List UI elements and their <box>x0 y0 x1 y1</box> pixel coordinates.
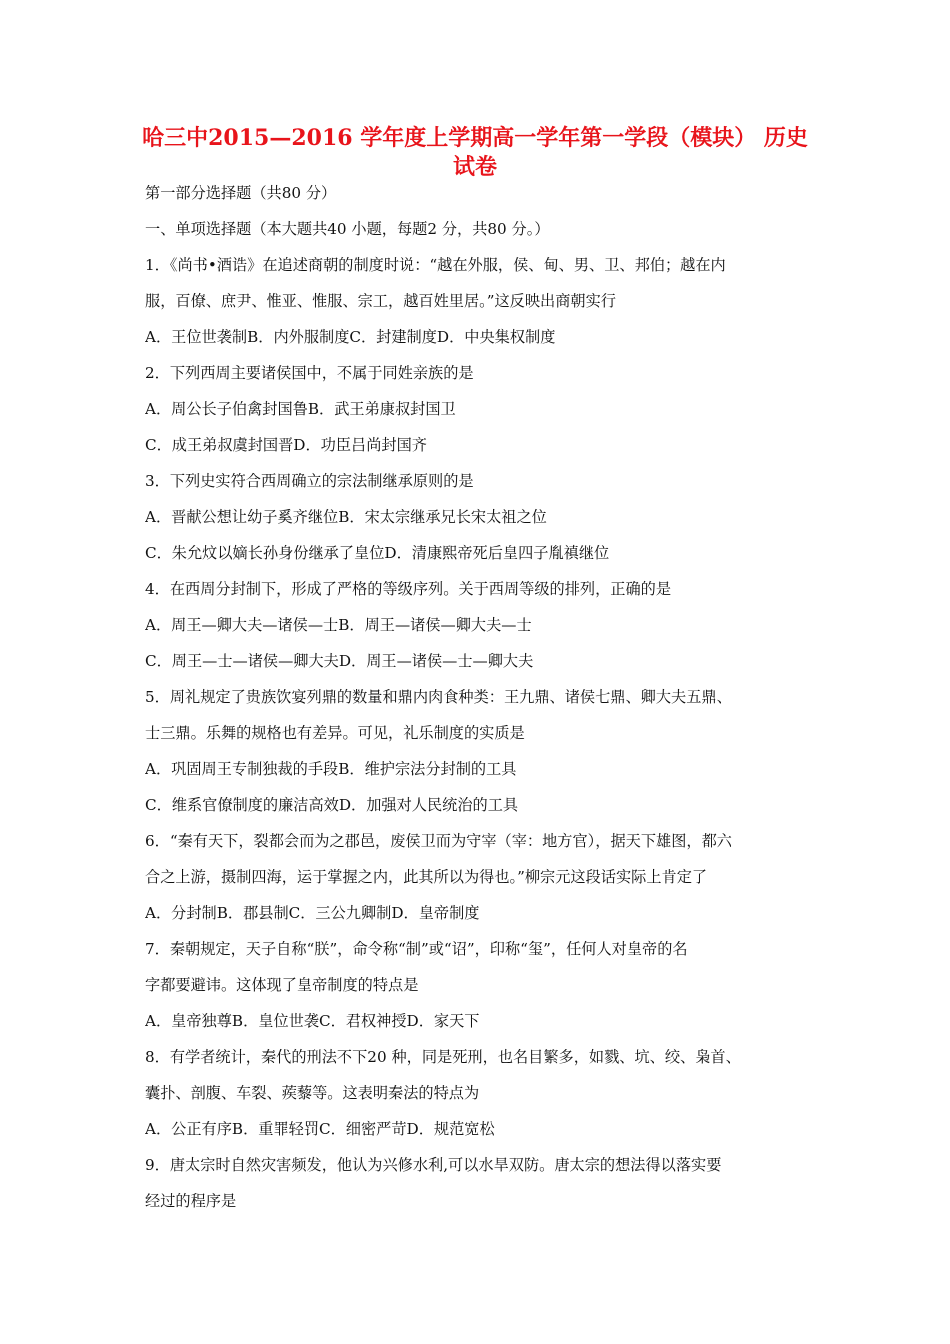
question-2-options-cd: C．成王弟叔虞封国晋D．功臣吕尚封国齐 <box>145 436 427 454</box>
question-6-stem-cont: 合之上游，摄制四海，运于掌握之内，此其所以为得也。”柳宗元这段话实际上肯定了 <box>145 868 708 886</box>
question-8-options: A．公正有序B．重罪轻罚C．细密严苛D．规范宽松 <box>145 1120 495 1138</box>
question-9-stem-cont: 经过的程序是 <box>145 1192 237 1210</box>
question-3-options-ab: A．晋献公想让幼子奚齐继位B．宋太宗继承兄长宋太祖之位 <box>145 508 547 526</box>
question-6-options: A．分封制B．郡县制C．三公九卿制D．皇帝制度 <box>145 904 480 922</box>
question-2-stem: 2．下列西周主要诸侯国中，不属于同姓亲族的是 <box>145 364 474 382</box>
question-7-stem: 7．秦朝规定，天子自称“朕”，命令称“制”或“诏”，印称“玺”，任何人对皇帝的名 <box>145 940 688 958</box>
question-9-stem: 9．唐太宗时自然灾害频发，他认为兴修水利,可以水旱双防。唐太宗的想法得以落实要 <box>145 1156 722 1174</box>
question-6-stem: 6．“秦有天下，裂都会而为之郡邑，废侯卫而为守宰（宰：地方官），据天下雄图，都六 <box>145 832 732 850</box>
question-7-stem-cont: 字都要避讳。这体现了皇帝制度的特点是 <box>145 976 419 994</box>
question-4-options-ab: A．周王—卿大夫—诸侯—士B．周王—诸侯—卿大夫—士 <box>145 616 532 634</box>
question-5-stem-cont: 士三鼎。乐舞的规格也有差异。可见，礼乐制度的实质是 <box>145 724 525 742</box>
question-4-stem: 4．在西周分封制下，形成了严格的等级序列。关于西周等级的排列，正确的是 <box>145 580 672 598</box>
question-8-stem-cont: 囊扑、剖腹、车裂、蒺藜等。这表明秦法的特点为 <box>145 1084 480 1102</box>
question-5-options-cd: C．维系官僚制度的廉洁高效D．加强对人民统治的工具 <box>145 796 519 814</box>
question-5-stem: 5．周礼规定了贵族饮宴列鼎的数量和鼎内肉食种类：王九鼎、诸侯七鼎、卿大夫五鼎、 <box>145 688 732 706</box>
section-heading: 第一部分选择题（共80 分） <box>145 184 337 202</box>
question-4-options-cd: C．周王—士—诸侯—卿大夫D．周王—诸侯—士—卿大夫 <box>145 652 534 670</box>
question-8-stem: 8．有学者统计，秦代的刑法不下20 种，同是死刑，也名目繁多，如戮、坑、绞、枭首、 <box>145 1048 741 1066</box>
question-1-stem-cont: 服，百僚、庶尹、惟亚、惟服、宗工，越百姓里居。”这反映出商朝实行 <box>145 292 616 310</box>
question-7-options: A．皇帝独尊B．皇位世袭C．君权神授D．家天下 <box>145 1012 480 1030</box>
section-instructions: 一、单项选择题（本大题共40 小题，每题2 分，共80 分。） <box>145 220 550 238</box>
question-2-options-ab: A．周公长子伯禽封国鲁B．武王弟康叔封国卫 <box>145 400 456 418</box>
question-1-stem: 1．《尚书•酒诰》在追述商朝的制度时说：“越在外服，侯、甸、男、卫、邦伯；越在内 <box>145 256 726 274</box>
document-body <box>145 175 815 1219</box>
question-3-options-cd: C．朱允炆以嫡长孙身份继承了皇位D．清康熙帝死后皇四子胤禛继位 <box>145 544 610 562</box>
document-title: 哈三中2015—2016 学年度上学期高一学年第一学段（模块） 历史试卷 <box>142 125 808 180</box>
question-3-stem: 3．下列史实符合西周确立的宗法制继承原则的是 <box>145 472 474 490</box>
question-5-options-ab: A．巩固周王专制独裁的手段B．维护宗法分封制的工具 <box>145 760 517 778</box>
question-1-options: A．王位世袭制B．内外服制度C．封建制度D．中央集权制度 <box>145 328 556 346</box>
